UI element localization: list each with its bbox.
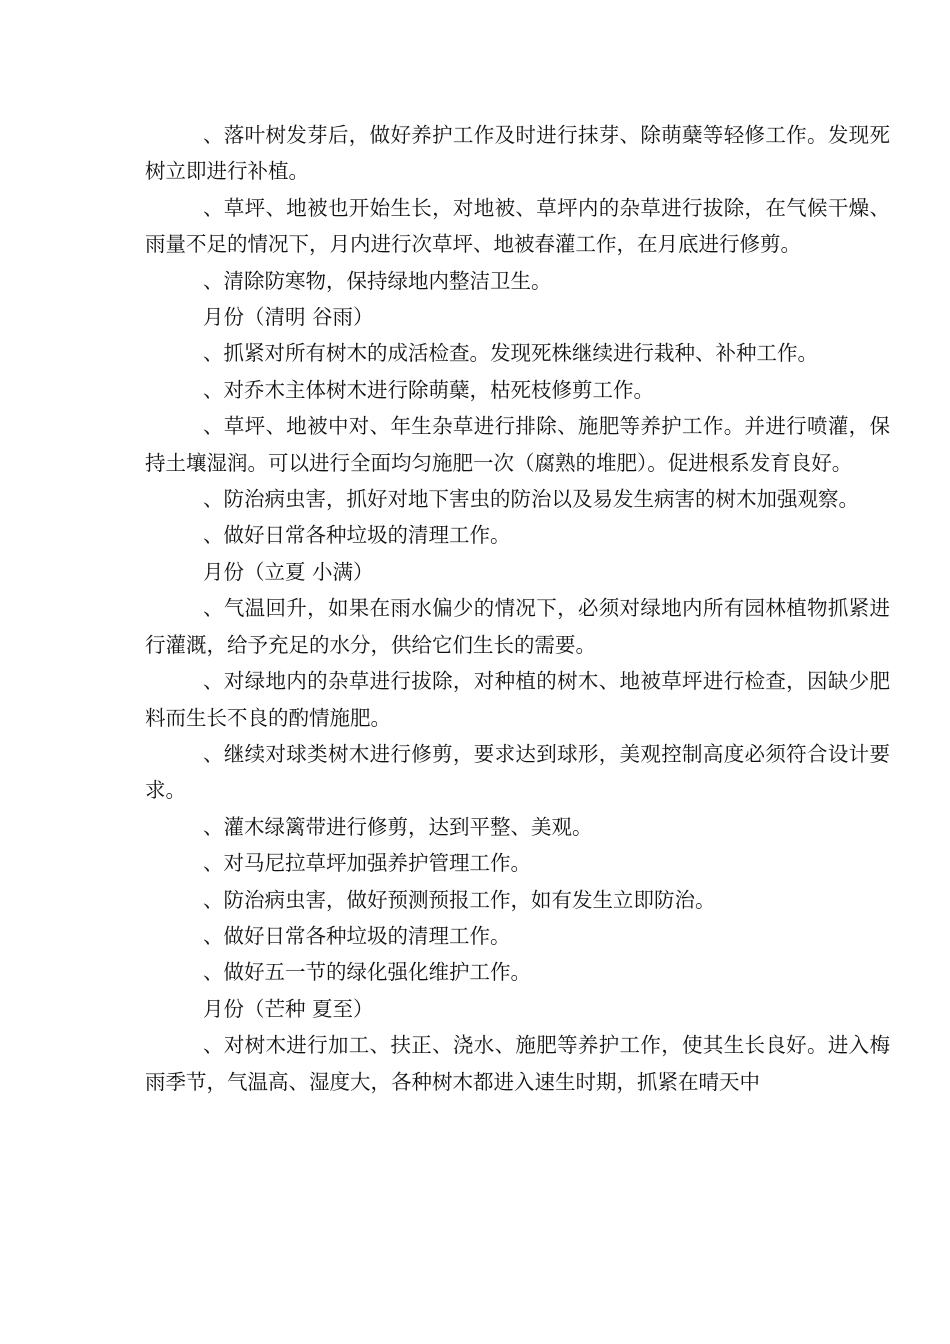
paragraph-17: 、对树木进行加工、扶正、浇水、施肥等养护工作，使其生长良好。进入梅雨季节，气温高、湿度大，各种树木都进入速生时期，抓紧在晴天中 [145, 1033, 890, 1094]
paragraph-5: 、对乔木主体树木进行除萌蘖，枯死枝修剪工作。 [203, 377, 654, 402]
paragraph-6: 、草坪、地被中对、年生杂草进行排除、施肥等养护工作。并进行喷灌，保持土壤湿润。可以进行全面均匀施肥一次（腐熟的堆肥）。促进根系发育良好。 [145, 414, 890, 475]
paragraph-9: 、气温回升，如果在雨水偏少的情况下，必须对绿地内所有园林植物抓紧进行灌溉，给予充足的水分，供给它们生长的需要。 [145, 596, 890, 657]
paragraph-7: 、防治病虫害，抓好对地下害虫的防治以及易发生病害的树木加强观察。 [203, 487, 859, 512]
paragraph-11: 、继续对球类树木进行修剪，要求达到球形，美观控制高度必须符合设计要求。 [145, 741, 890, 803]
section-heading-lixia-xiaoman: 月份（立夏 小满） [203, 559, 374, 584]
paragraph-2: 、草坪、地被也开始生长，对地被、草坪内的杂草进行拔除，在气候干燥、雨量不足的情况下，月内进行次草坪、地被春灌工作，在月底进行修剪。 [145, 195, 890, 257]
paragraph-16: 、做好五一节的绿化强化维护工作。 [203, 960, 531, 985]
paragraph-8: 、做好日常各种垃圾的清理工作。 [203, 523, 511, 548]
paragraph-10: 、对绿地内的杂草进行拔除，对种植的树木、地被草坪进行检查，因缺少肥料而生长不良的酌情施肥。 [145, 669, 890, 730]
paragraph-14: 、防治病虫害，做好预测预报工作，如有发生立即防治。 [203, 887, 716, 912]
paragraph-13: 、对马尼拉草坪加强养护管理工作。 [203, 851, 531, 876]
paragraph-4: 、抓紧对所有树木的成活检查。发现死株继续进行栽种、补种工作。 [203, 341, 818, 366]
paragraph-12: 、灌木绿篱带进行修剪，达到平整、美观。 [203, 814, 593, 839]
document-page [145, 117, 890, 1100]
paragraph-3: 、清除防寒物，保持绿地内整洁卫生。 [203, 268, 552, 293]
section-heading-qingming-guyu: 月份（清明 谷雨） [203, 305, 374, 330]
section-heading-mangzhong-xiazhi: 月份（芒种 夏至） [203, 996, 374, 1021]
paragraph-1: 、落叶树发芽后，做好养护工作及时进行抹芽、除萌蘖等轻修工作。发现死树立即进行补植。 [145, 123, 890, 184]
paragraph-15: 、做好日常各种垃圾的清理工作。 [203, 923, 511, 948]
